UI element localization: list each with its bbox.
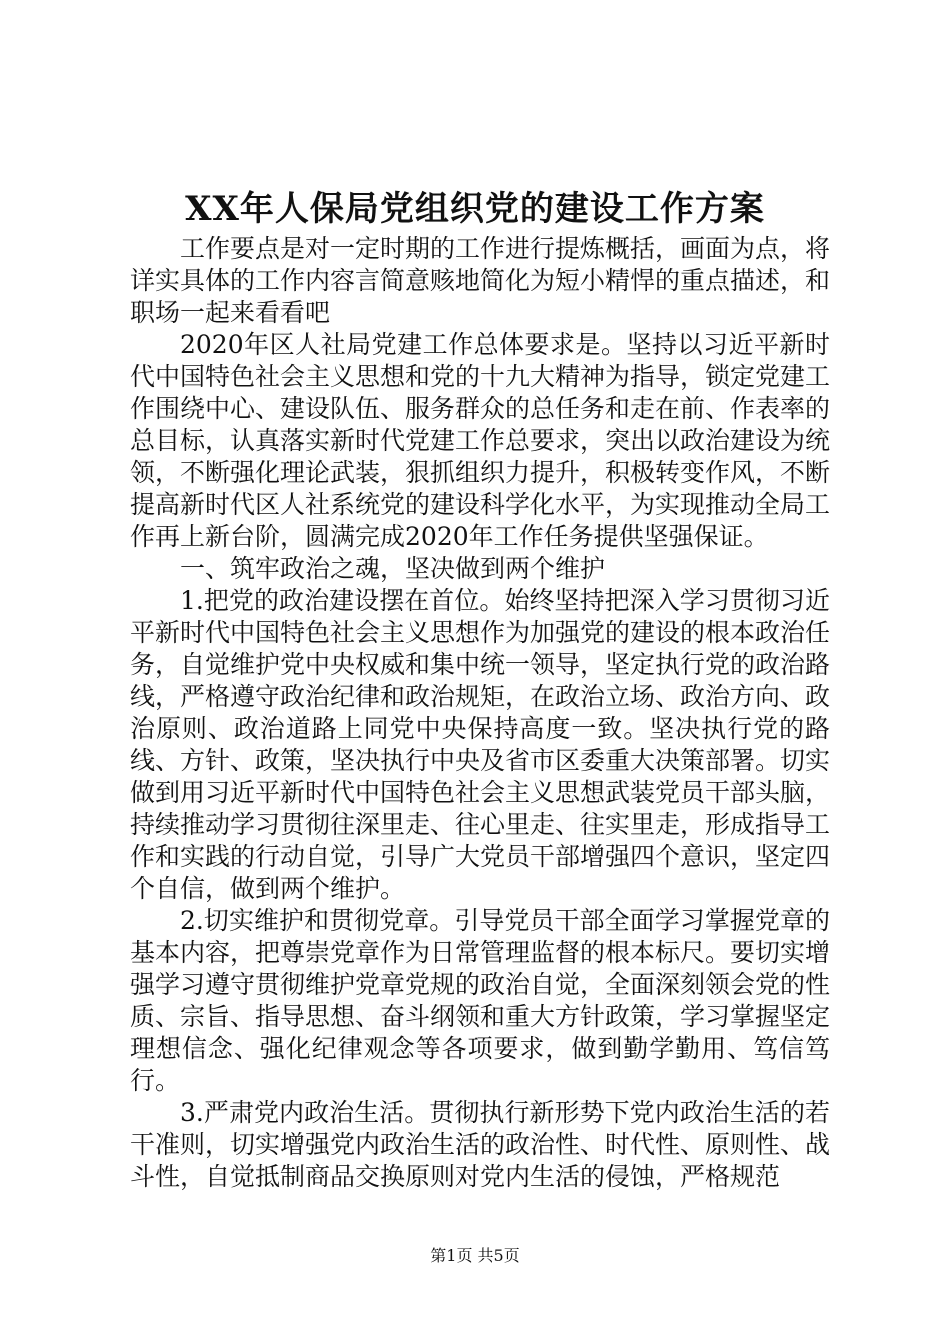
item-paragraph-1: 1.把党的政治建设摆在首位。始终坚持把深入学习贯彻习近平新时代中国特色社会主义思想作为加强党的建设的根本政治任务，自觉维护党中央权威和集中统一领导，坚定执行党的政治路线，严格遵守政治纪律和政治规矩，在政治立场、政治方向、政治原则、政治道路上同党中央保持高度一致。坚决执行党的路线、方针、政策，坚决执行中央及省市区委重大决策部署。切实做到用习近平新时代中国特色社会主义思想武装党员干部头脑，持续推动学习贯彻往深里走、往心里走、往实里走，形成指导工作和实践的行动自觉，引导广大党员干部增强四个意识，坚定四个自信，做到两个维护。 (130, 586, 831, 903)
section-heading-1: 一、筑牢政治之魂，坚决做到两个维护 (180, 554, 606, 583)
document-body (130, 233, 830, 1193)
intro-paragraph: 工作要点是对一定时期的工作进行提炼概括，画面为点，将详实具体的工作内容言简意赅地简化为短小精悍的重点描述，和职场一起来看看吧 (130, 234, 831, 327)
page-footer: 第1页 共5页 (430, 1246, 520, 1265)
document-title: XX年人保局党组织党的建设工作方案 (185, 189, 765, 229)
item-paragraph-2: 2.切实维护和贯彻党章。引导党员干部全面学习掌握党章的基本内容，把尊崇党章作为日常管理监督的根本标尺。要切实增强学习遵守贯彻维护党章党规的政治自觉，全面深刻领会党的性质、宗旨、指导思想、奋斗纲领和重大方针政策，学习掌握坚定理想信念、强化纪律观念等各项要求，做到勤学勤用、笃信笃行。 (130, 906, 831, 1095)
item-paragraph-3: 3.严肃党内政治生活。贯彻执行新形势下党内政治生活的若干准则，切实增强党内政治生活的政治性、时代性、原则性、战斗性，自觉抵制商品交换原则对党内生活的侵蚀，严格规范 (130, 1098, 831, 1191)
overall-requirements-paragraph: 2020年区人社局党建工作总体要求是。坚持以习近平新时代中国特色社会主义思想和党的十九大精神为指导，锁定党建工作围绕中心、建设队伍、服务群众的总任务和走在前、作表率的总目标，认真落实新时代党建工作总要求，突出以政治建设为统领，不断强化理论武装，狠抓组织力提升，积极转变作风，不断提高新时代区人社系统党的建设科学化水平，为实现推动全局工作再上新台阶，圆满完成2020年工作任务提供坚强保证。 (130, 330, 831, 551)
